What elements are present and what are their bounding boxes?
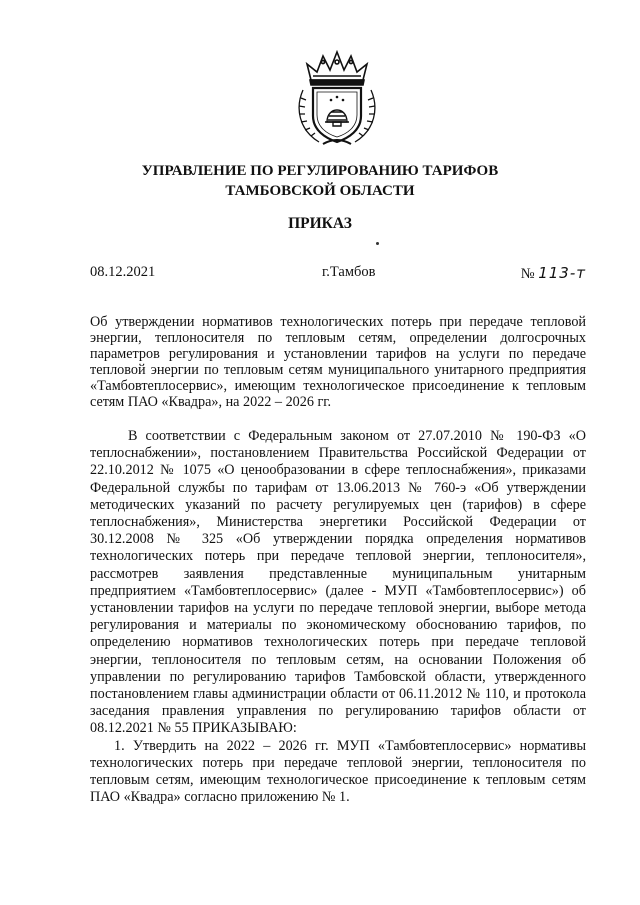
number-sign: № [520, 266, 535, 282]
document-type-title: ПРИКАЗ [288, 215, 352, 232]
document-meta-row [90, 264, 586, 286]
coat-of-arms-icon [293, 50, 381, 148]
document-number [521, 264, 586, 283]
org-title-line-2: ТАМБОВСКОЙ ОБЛАСТИ [225, 183, 415, 199]
document-date: 08.12.2021 [90, 264, 156, 280]
order-item-1: 1. Утвердить на 2022 – 2026 гг. МУП «Тамбовтеплосервис» нормативы технологических потерь при передаче тепловой энергии, теплоносителя по тепловым сетям, имеющим технологическое присоединение к тепловым сетям ПАО «Квадра» согласно приложению № 1. [90, 737, 586, 806]
preamble-paragraph: В соответствии с Федеральным законом от 27.07.2010 № 190-ФЗ «О теплоснабжении», постановлением Правительства Российской Федерации от 22.10.2012 № 1075 «О ценообразовании в сфере теплоснабжения», приказами Федеральной службы по тарифам от 13.06.2013 № 760-э «Об утверждении методических указаний по расчету регулируемых цен (тарифов) в сфере теплоснабжения», Министерства энергетики Российской Федерации от 30.12.2008 № 325 «Об утверждении порядка определения нормативов технологических потерь при передаче тепловой энергии, теплоносителя», рассмотрев заявления представленные муниципальным унитарным предприятием «Тамбовтеплосервис» (далее - МУП «Тамбовтеплосервис») об установлении тарифов на услуги по передаче тепловой энергии, выборе метода регулирования и материалы по экономическому обоснованию тарифов, по определению нормативов технологических потерь при передаче тепловой энергии, теплоносителя по тепловым сетям, на основании Положения об управлении по регулированию тарифов Тамбовской области, утвержденного постановлением главы администрации области от 06.11.2012 № 110, и протокола заседания правления управления по регулированию тарифов области от 08.12.2021 № 55 ПРИКАЗЫВАЮ: [90, 428, 586, 737]
organization-title [0, 161, 640, 201]
document-body [90, 428, 586, 806]
document-subject: Об утверждении нормативов технологических потерь при передаче тепловой энергии, теплоносителя по тепловым сетям, определении долгосрочных параметров регулирования и установлении тарифов на услуги по передаче тепловой энергии по тепловым сетям муниципального унитарного предприятия «Тамбовтеплосервис», имеющим технологическое присоединение к тепловым сетям ПАО «Квадра», на 2022 – 2026 гг. [90, 314, 586, 410]
stray-dot [376, 242, 379, 245]
handwritten-number: 113-т [538, 264, 586, 282]
document-city: г.Тамбов [322, 264, 376, 280]
org-title-line-1: УПРАВЛЕНИЕ ПО РЕГУЛИРОВАНИЮ ТАРИФОВ [141, 163, 499, 179]
